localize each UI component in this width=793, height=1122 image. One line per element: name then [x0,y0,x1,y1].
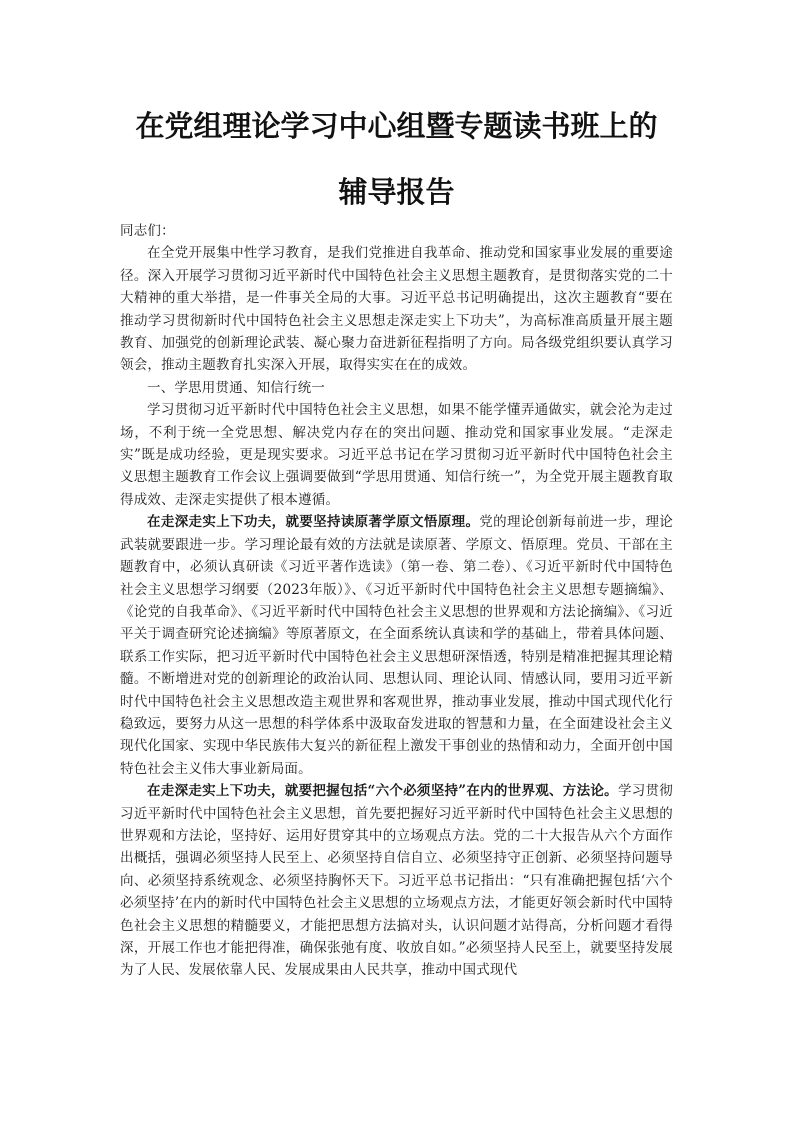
paragraph-3 [120,511,673,780]
paragraph-intro: 在全党开展集中性学习教育，是我们党推进自我革命、推动党和国家事业发展的重要途径。深入开展学习贯彻习近平新时代中国特色社会主义思想主题教育，是贯彻落实党的二十大精神的重大举措，是一件事关全局的大事。习近平总书记明确提出，这次主题教育“要在推动学习贯彻新时代中国特色社会主义思想走深走实上下功夫”，为高标准高质量开展主题教育、加强党的创新理论武装、凝心聚力奋进新征程指明了方向。局各级党组织要认真学习领会，推动主题教育扎实深入开展，取得实实在在的成效。 [120,245,673,374]
section-heading-1: 一、学思用贯通、知信行统一 [147,379,326,396]
document-body [120,220,673,982]
paragraph-2: 学习贯彻习近平新时代中国特色社会主义思想，如果不能学懂弄通做实，就会沦为走过场，不利于统一全党思想、解决党内存在的突出问题、推动党和国家事业发展。“走深走实”既是成功经验，更是现实要求。习近平总书记在学习贯彻习近平新时代中国特色社会主义思想主题教育工作会议上强调要做到“学思用贯通、知信行统一”，为全党开展主题教育取得成效、走深走实提供了根本遵循。 [120,402,673,508]
paragraph-4 [120,780,673,982]
paragraph-3-text: 党的理论创新每前进一步，理论武装就要跟进一步。学习理论最有效的方法就是读原著、学原文、悟原理。党员、干部在主题教育中，必须认真研读《习近平著作选读》（第一卷、第二卷）、《习近平新时代中国特色社会主义思想学习纲要（2023年版）》、《习近平新时代中国特色社会主义思想专题摘编》、《论党的自我革命》、《习近平新时代中国特色社会主义思想的世界观和方法论摘编》、《习近平关于调查研究论述摘编》等原著原文，在全面系统认真读和学的基础上，带着具体问题、联系工作实际，把习近平新时代中国特色社会主义思想研深悟透，特别是精准把握其理论精髓。不断增进对党的创新理论的政治认同、思想认同、理论认同、情感认同，要用习近平新时代中国特色社会主义思想改造主观世界和客观世界，推动事业发展，推动中国式现代化行稳致远，要努力从这一思想的科学体系中汲取奋发进取的智慧和力量，在全面建设社会主义现代化国家、实现中华民族伟大复兴的新征程上激发干事创业的热情和动力，全面开创中国特色社会主义伟大事业新局面。 [120,514,673,777]
paragraph-3-lead: 在走深走实上下功夫，就要坚持读原著学原文悟原理。 [147,514,480,531]
salutation: 同志们： [120,223,175,239]
document-title-line2: 辅导报告 [338,175,455,209]
paragraph-4-text: 学习贯彻习近平新时代中国特色社会主义思想，首先要把握好习近平新时代中国特色社会主义思想的世界观和方法论，坚持好、运用好贯穿其中的立场观点方法。党的二十大报告从六个方面作出概括，强调必须坚持人民至上、必须坚持自信自立、必须坚持守正创新、必须坚持问题导向、必须坚持系统观念、必须坚持胸怀天下。习近平总书记指出：“只有准确把握包括‘六个必须坚持’在内的新时代中国特色社会主义思想的立场观点方法，才能更好领会新时代中国特色社会主义思想的精髓要义，才能把思想方法搞对头，认识问题才站得高，分析问题才看得深，开展工作也才能把得准，确保张弛有度、收放自如。”必须坚持人民至上，就要坚持发展为了人民、发展依靠人民、发展成果由人民共享，推动中国式现代 [120,783,673,979]
paragraph-4-lead: 在走深走实上下功夫，就要把握包括“六个必须坚持”在内的世界观、方法论。 [147,783,618,800]
document-title-line1: 在党组理论学习中心组暨专题读书班上的 [135,109,658,143]
